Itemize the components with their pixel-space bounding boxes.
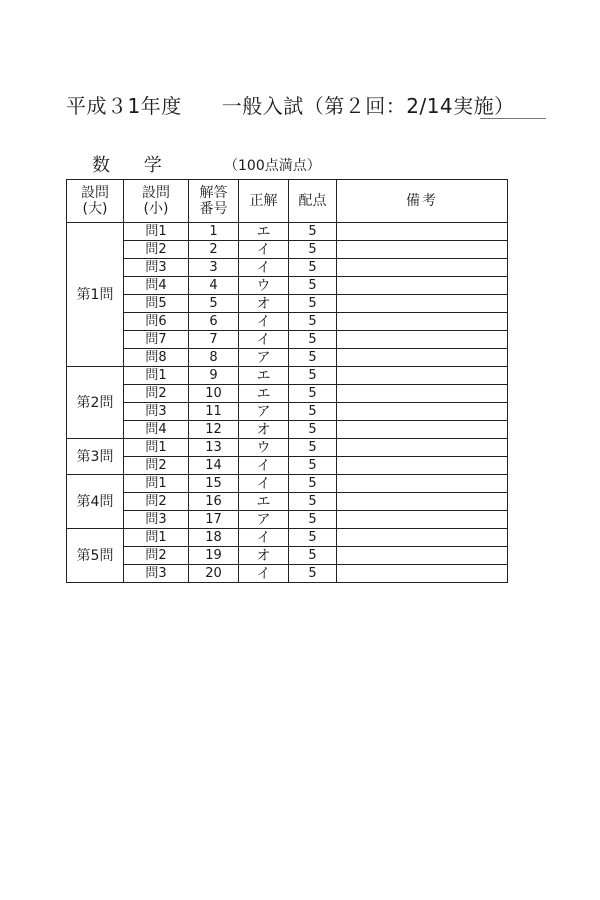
table-row [67,367,508,385]
remarks-cell [337,259,508,277]
table-row [67,295,508,313]
points-cell: 5 [289,385,337,403]
minor-question-cell: 問7 [124,331,189,349]
minor-question-cell: 問2 [124,241,189,259]
minor-question-cell: 問3 [124,565,189,583]
table-row [67,529,508,547]
answer-number-cell: 15 [189,475,239,493]
remarks-cell [337,295,508,313]
major-question-cell: 第5問 [67,529,124,583]
answer-number-cell: 17 [189,511,239,529]
answer-number-cell: 1 [189,223,239,241]
minor-question-cell: 問5 [124,295,189,313]
remarks-cell [337,331,508,349]
correct-answer-cell: イ [239,475,289,493]
remarks-cell [337,313,508,331]
table-row [67,349,508,367]
points-cell: 5 [289,241,337,259]
correct-answer-cell: オ [239,295,289,313]
major-question-cell: 第4問 [67,475,124,529]
score-note: （100点満点） [224,158,321,174]
remarks-cell [337,493,508,511]
minor-question-cell: 問4 [124,277,189,295]
answer-number-cell: 4 [189,277,239,295]
minor-question-cell: 問3 [124,259,189,277]
points-cell: 5 [289,367,337,385]
minor-question-cell: 問1 [124,367,189,385]
correct-answer-cell: エ [239,223,289,241]
table-row [67,403,508,421]
table-row [67,241,508,259]
major-question-cell: 第2問 [67,367,124,439]
points-cell: 5 [289,511,337,529]
remarks-cell [337,421,508,439]
correct-answer-cell: イ [239,259,289,277]
table-row [67,547,508,565]
answer-number-cell: 7 [189,331,239,349]
major-question-cell: 第3問 [67,439,124,475]
points-cell: 5 [289,457,337,475]
table-row [67,475,508,493]
points-cell: 5 [289,565,337,583]
table-header-row [67,180,508,223]
points-cell: 5 [289,313,337,331]
subject-name: 数 学 [92,155,176,176]
remarks-cell [337,457,508,475]
remarks-cell [337,403,508,421]
minor-question-cell: 問2 [124,457,189,475]
table-row [67,421,508,439]
remarks-cell [337,475,508,493]
answer-number-cell: 5 [189,295,239,313]
remarks-cell [337,547,508,565]
minor-question-cell: 問2 [124,493,189,511]
points-cell: 5 [289,223,337,241]
page-title [66,90,515,119]
remarks-cell [337,349,508,367]
points-cell: 5 [289,439,337,457]
correct-answer-cell: オ [239,421,289,439]
correct-answer-cell: ア [239,403,289,421]
answer-number-cell: 9 [189,367,239,385]
header-answer: 正解 [239,180,289,223]
correct-answer-cell: イ [239,457,289,475]
answer-number-cell: 2 [189,241,239,259]
points-cell: 5 [289,547,337,565]
points-cell: 5 [289,295,337,313]
minor-question-cell: 問3 [124,403,189,421]
answer-number-cell: 11 [189,403,239,421]
minor-question-cell: 問1 [124,223,189,241]
remarks-cell [337,511,508,529]
minor-question-cell: 問3 [124,511,189,529]
answer-number-cell: 19 [189,547,239,565]
remarks-cell [337,223,508,241]
header-minor: 設問 (小) [124,180,189,223]
correct-answer-cell: ウ [239,439,289,457]
table-row [67,277,508,295]
minor-question-cell: 問1 [124,529,189,547]
answer-number-cell: 8 [189,349,239,367]
answer-table-body [67,223,508,583]
title-underline [480,118,546,119]
year-label: 平成３1年度 [66,94,182,118]
correct-answer-cell: イ [239,241,289,259]
points-cell: 5 [289,331,337,349]
minor-question-cell: 問6 [124,313,189,331]
correct-answer-cell: ウ [239,277,289,295]
answer-number-cell: 14 [189,457,239,475]
minor-question-cell: 問1 [124,439,189,457]
points-cell: 5 [289,493,337,511]
remarks-cell [337,565,508,583]
table-row [67,223,508,241]
correct-answer-cell: エ [239,493,289,511]
minor-question-cell: 問2 [124,547,189,565]
table-row [67,439,508,457]
table-row [67,493,508,511]
correct-answer-cell: エ [239,385,289,403]
header-remarks: 備考 [337,180,508,223]
correct-answer-cell: イ [239,331,289,349]
table-row [67,457,508,475]
correct-answer-cell: イ [239,565,289,583]
answer-table [66,179,508,583]
exam-label: 一般入試（第２回：2/14実施） [221,94,515,118]
table-row [67,565,508,583]
points-cell: 5 [289,349,337,367]
correct-answer-cell: イ [239,313,289,331]
points-cell: 5 [289,421,337,439]
correct-answer-cell: ア [239,349,289,367]
answer-number-cell: 6 [189,313,239,331]
remarks-cell [337,241,508,259]
minor-question-cell: 問2 [124,385,189,403]
minor-question-cell: 問1 [124,475,189,493]
answer-number-cell: 20 [189,565,239,583]
answer-number-cell: 3 [189,259,239,277]
answer-number-cell: 18 [189,529,239,547]
points-cell: 5 [289,529,337,547]
major-question-cell: 第1問 [67,223,124,367]
points-cell: 5 [289,403,337,421]
table-row [67,511,508,529]
correct-answer-cell: ア [239,511,289,529]
table-row [67,313,508,331]
points-cell: 5 [289,259,337,277]
remarks-cell [337,385,508,403]
correct-answer-cell: イ [239,529,289,547]
remarks-cell [337,367,508,385]
remarks-cell [337,277,508,295]
correct-answer-cell: オ [239,547,289,565]
remarks-cell [337,439,508,457]
header-points: 配点 [289,180,337,223]
points-cell: 5 [289,475,337,493]
table-row [67,331,508,349]
points-cell: 5 [289,277,337,295]
table-row [67,259,508,277]
answer-number-cell: 13 [189,439,239,457]
minor-question-cell: 問8 [124,349,189,367]
remarks-cell [337,529,508,547]
header-major: 設問 (大) [67,180,124,223]
minor-question-cell: 問4 [124,421,189,439]
table-row [67,385,508,403]
header-number: 解答 番号 [189,180,239,223]
answer-number-cell: 12 [189,421,239,439]
answer-number-cell: 16 [189,493,239,511]
correct-answer-cell: エ [239,367,289,385]
answer-number-cell: 10 [189,385,239,403]
